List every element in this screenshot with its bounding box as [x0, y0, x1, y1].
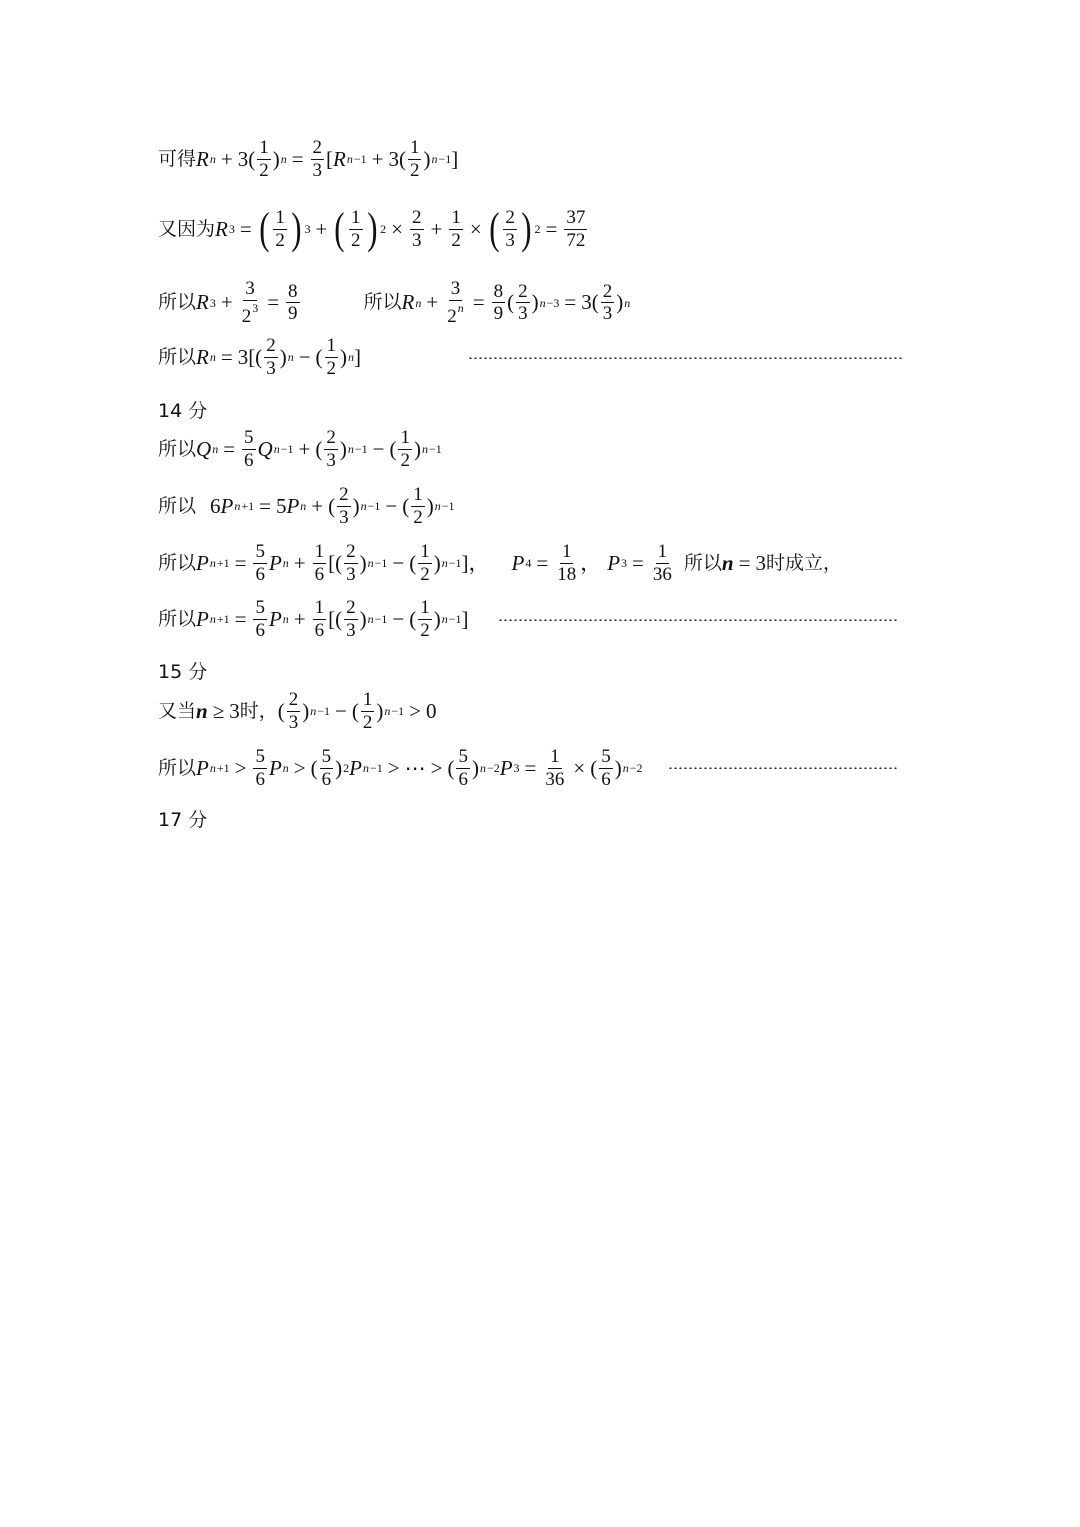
line-prefix: 所以 — [363, 291, 402, 314]
equation-line-8: 所以 P n +1 = $\frac{5}{6}$ P n + $\frac{1}{6}$ [( $\frac{2}{3}$ ) n −1 − ( $\frac{1}{2}$ ) n −1 ] — [158, 597, 469, 641]
score-label: 17 分 — [158, 809, 208, 831]
score-label: 15 分 — [158, 661, 208, 683]
equation-line-4: 所以 R n = 3[( $\frac{2}{3}$ ) n − ( $\frac{1}{2}$ ) n ] — [158, 335, 362, 379]
equation-line-3: 所以 R 3 + $\frac{3}{2^3}$ = $\frac{8}{9}$ 所以 R n + $\frac{3}{2^n}$ = $\frac{8}{9}$ ( $\frac{2}{3}$ ) n −3 = 3( $\frac{2}{3}$ ) n — [158, 278, 631, 327]
dotted-leader — [498, 619, 898, 621]
line-prefix: 所以 — [158, 345, 197, 368]
line-suffix: 所以 — [683, 551, 722, 574]
line-prefix: 又因为 — [158, 217, 216, 240]
equation-line-10: 所以 P n +1 > $\frac{5}{6}$ P n > ( $\frac{5}{6}$ ) 2 P n −1 > ⋯ > ( $\frac{5}{6}$ ) n −2 P 3 = $\frac{1}{36}$ × ( $\frac{5}{6}$ ) n −2 — [158, 746, 643, 790]
line-prefix: 所以 — [158, 756, 197, 779]
line-prefix: 又当 — [158, 699, 197, 722]
line-prefix: 所以 — [158, 291, 197, 314]
line-prefix: 所以 — [158, 494, 197, 517]
line-prefix: 所以 — [158, 607, 197, 630]
equation-line-7: 所以 P n +1 = $\frac{5}{6}$ P n + $\frac{1}{6}$ [( $\frac{2}{3}$ ) n −1 − ( $\frac{1}{2}$ ) n −1 ]， P 4 = $\frac{1}{18}$ ， P 3 = $\frac{1}{36}$ 所以 n = 3 时成立， — [158, 541, 842, 585]
equation-line-5: 所以 Q n = $\frac{5}{6}$ Q n −1 + ( $\frac{2}{3}$ ) n −1 − ( $\frac{1}{2}$ ) n −1 — [158, 427, 442, 471]
equation-line-2: 又因为 R 3 = ( $\frac{1}{2}$ ) 3 + ( $\frac{1}{2}$ ) 2 × $\frac{2}{3}$ + $\frac{1}{2}$ × ( $\frac{2}{3}$ ) 2 = $\frac{37}{72}$ — [158, 204, 586, 253]
dotted-leader — [668, 767, 898, 769]
equation-line-6: 所以 6 P n +1 = 5 P n + ( $\frac{2}{3}$ ) n −1 − ( $\frac{1}{2}$ ) n −1 — [158, 484, 455, 528]
equation-line-1: 可得 R n + 3( $\frac{1}{2}$ ) n = $\frac{2}{3}$ [ R n −1 + 3( $\frac{1}{2}$ ) n −1 ] — [158, 137, 459, 181]
score-label: 14 分 — [158, 400, 208, 422]
line-prefix: 所以 — [158, 551, 197, 574]
equation-line-9: 又当 n ≥ 3 时， ( $\frac{2}{3}$ ) n −1 − ( $\frac{1}{2}$ ) n −1 > 0 — [158, 689, 437, 733]
line-mid: 时， — [239, 699, 278, 722]
dotted-leader — [468, 357, 904, 359]
line-prefix: 可得 — [158, 147, 197, 170]
line-tail: 时成立， — [765, 551, 842, 574]
line-prefix: 所以 — [158, 437, 197, 460]
